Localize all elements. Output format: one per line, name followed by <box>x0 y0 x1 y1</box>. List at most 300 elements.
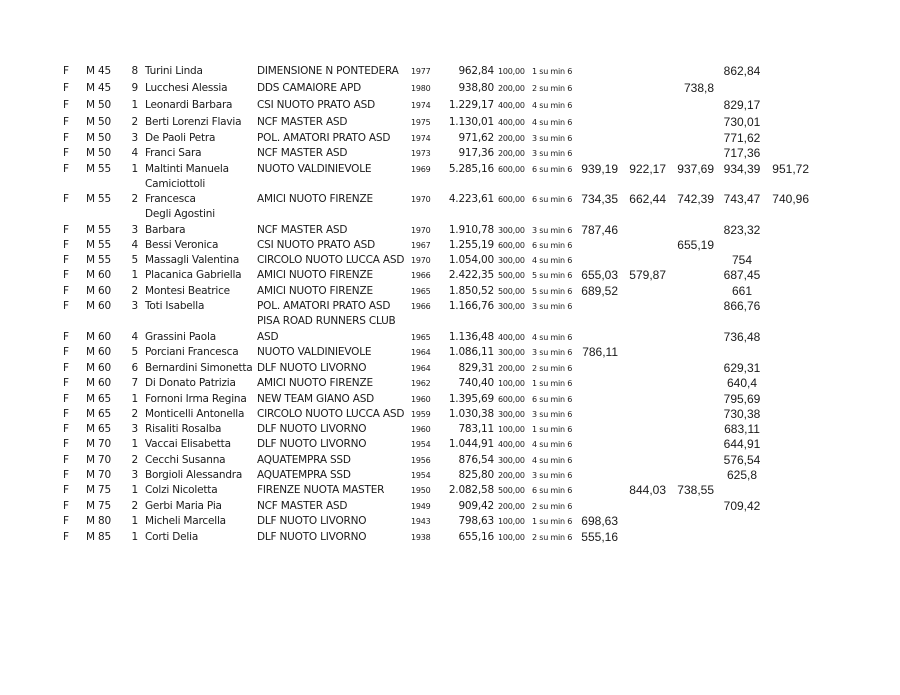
club-cell: DLF NUOTO LIVORNO <box>257 423 367 435</box>
athlete-name-cell: Toti Isabella <box>145 300 205 312</box>
count-cell: 6 su min 6 <box>532 241 573 250</box>
distance-cell: 200,00 <box>498 149 525 158</box>
club-cell: NUOTO VALDINIEVOLE <box>257 163 372 175</box>
athlete-name-cell: Franci Sara <box>145 147 202 159</box>
category-cell: M 50 <box>86 147 111 159</box>
distance-cell: 600,00 <box>498 395 525 404</box>
total-points-cell: 4.223,61 <box>448 193 494 205</box>
score-2-cell: 579,87 <box>629 268 666 282</box>
club-cell: NCF MASTER ASD <box>257 147 348 159</box>
table-row <box>0 237 900 253</box>
club-cell: NCF MASTER ASD <box>257 224 348 236</box>
sex-cell: F <box>63 331 69 343</box>
sex-cell: F <box>63 393 69 405</box>
score-2-cell: 844,03 <box>629 483 666 497</box>
athlete-name-cell: Borgioli Alessandra <box>145 469 243 481</box>
count-cell: 6 su min 6 <box>532 395 573 404</box>
score-4-cell: 730,01 <box>723 115 761 129</box>
birth-year-cell: 1973 <box>411 149 431 158</box>
score-4-cell: 866,76 <box>723 299 761 313</box>
athlete-name-continuation: Degli Agostini <box>145 208 215 220</box>
distance-cell: 100,00 <box>498 517 525 526</box>
distance-cell: 200,00 <box>498 364 525 373</box>
club-cell: CIRCOLO NUOTO LUCCA ASD <box>257 254 405 266</box>
distance-cell: 100,00 <box>498 379 525 388</box>
club-cell: AQUATEMPRA SSD <box>257 454 351 466</box>
rank-cell: 3 <box>131 224 138 236</box>
birth-year-cell: 1954 <box>411 471 431 480</box>
category-cell: M 55 <box>86 193 111 205</box>
rank-cell: 3 <box>131 132 138 144</box>
athlete-name-cell: Micheli Marcella <box>145 515 226 527</box>
category-cell: M 65 <box>86 423 111 435</box>
count-cell: 4 su min 6 <box>532 456 573 465</box>
table-row <box>0 391 900 407</box>
count-cell: 3 su min 6 <box>532 471 573 480</box>
count-cell: 5 su min 6 <box>532 287 573 296</box>
category-cell: M 75 <box>86 500 111 512</box>
score-5-cell: 951,72 <box>772 162 809 176</box>
table-row <box>0 375 900 391</box>
score-4-cell: 640,4 <box>726 376 758 390</box>
score-1-cell: 939,19 <box>581 162 618 176</box>
athlete-name-cell: Monticelli Antonella <box>145 408 245 420</box>
rank-cell: 2 <box>131 454 138 466</box>
category-cell: M 55 <box>86 254 111 266</box>
score-2-cell: 922,17 <box>629 162 666 176</box>
category-cell: M 45 <box>86 82 111 94</box>
athlete-name-cell: Vaccai Elisabetta <box>145 438 231 450</box>
distance-cell: 600,00 <box>498 241 525 250</box>
athlete-name-cell: Bernardini Simonetta <box>145 362 253 374</box>
rank-cell: 7 <box>131 377 138 389</box>
sex-cell: F <box>63 65 69 77</box>
score-1-cell: 734,35 <box>581 192 618 206</box>
birth-year-cell: 1949 <box>411 502 431 511</box>
club-cell: AMICI NUOTO FIRENZE <box>257 193 373 205</box>
athlete-name-cell: Turini Linda <box>145 65 203 77</box>
score-4-cell: 754 <box>731 253 753 267</box>
category-cell: M 60 <box>86 377 111 389</box>
birth-year-cell: 1977 <box>411 67 431 76</box>
score-4-cell: 743,47 <box>723 192 761 206</box>
category-cell: M 60 <box>86 300 111 312</box>
club-cell: DDS CAMAIORE APD <box>257 82 361 94</box>
total-points-cell: 798,63 <box>458 515 494 527</box>
distance-cell: 300,00 <box>498 302 525 311</box>
score-2-cell: 662,44 <box>629 192 666 206</box>
birth-year-cell: 1974 <box>411 101 431 110</box>
score-4-cell: 829,17 <box>723 98 761 112</box>
distance-cell: 100,00 <box>498 67 525 76</box>
birth-year-cell: 1966 <box>411 271 431 280</box>
club-cell: ASD <box>257 331 279 343</box>
club-cell: POL. AMATORI PRATO ASD <box>257 132 391 144</box>
sex-cell: F <box>63 500 69 512</box>
total-points-cell: 1.030,38 <box>448 408 494 420</box>
category-cell: M 70 <box>86 438 111 450</box>
birth-year-cell: 1975 <box>411 118 431 127</box>
sex-cell: F <box>63 515 69 527</box>
total-points-cell: 1.136,48 <box>448 331 494 343</box>
club-cell: AQUATEMPRA SSD <box>257 469 351 481</box>
score-3-cell: 937,69 <box>677 162 714 176</box>
distance-cell: 400,00 <box>498 333 525 342</box>
club-cell: NUOTO VALDINIEVOLE <box>257 346 372 358</box>
club-cell: CIRCOLO NUOTO LUCCA ASD <box>257 408 405 420</box>
distance-cell: 200,00 <box>498 471 525 480</box>
table-row <box>0 421 900 437</box>
score-5-cell: 740,96 <box>772 192 809 206</box>
table-row <box>0 360 900 376</box>
count-cell: 3 su min 6 <box>532 410 573 419</box>
athlete-name-cell: Bessi Veronica <box>145 239 219 251</box>
category-cell: M 55 <box>86 224 111 236</box>
rank-cell: 1 <box>131 438 138 450</box>
category-cell: M 60 <box>86 269 111 281</box>
birth-year-cell: 1938 <box>411 533 431 542</box>
table-row <box>0 344 900 360</box>
birth-year-cell: 1956 <box>411 456 431 465</box>
table-row <box>0 436 900 452</box>
category-cell: M 50 <box>86 132 111 144</box>
sex-cell: F <box>63 239 69 251</box>
table-row <box>0 267 900 283</box>
table-row <box>0 114 900 130</box>
count-cell: 3 su min 6 <box>532 302 573 311</box>
count-cell: 2 su min 6 <box>532 364 573 373</box>
total-points-cell: 938,80 <box>458 82 494 94</box>
rank-cell: 8 <box>131 65 138 77</box>
club-cell: NCF MASTER ASD <box>257 116 348 128</box>
birth-year-cell: 1950 <box>411 486 431 495</box>
athlete-name-cell: De Paoli Petra <box>145 132 216 144</box>
rank-cell: 2 <box>131 500 138 512</box>
sex-cell: F <box>63 269 69 281</box>
category-cell: M 55 <box>86 239 111 251</box>
table-row <box>0 513 900 529</box>
count-cell: 1 su min 6 <box>532 379 573 388</box>
total-points-cell: 825,80 <box>458 469 494 481</box>
birth-year-cell: 1970 <box>411 226 431 235</box>
club-cell: DLF NUOTO LIVORNO <box>257 362 367 374</box>
total-points-cell: 1.910,78 <box>448 224 494 236</box>
distance-cell: 300,00 <box>498 226 525 235</box>
table-row <box>0 283 900 299</box>
birth-year-cell: 1967 <box>411 241 431 250</box>
athlete-name-cell: Montesi Beatrice <box>145 285 230 297</box>
score-4-cell: 717,36 <box>723 146 761 160</box>
rank-cell: 4 <box>131 239 138 251</box>
score-4-cell: 576,54 <box>723 453 761 467</box>
sex-cell: F <box>63 300 69 312</box>
athlete-name-cell: Cecchi Susanna <box>145 454 226 466</box>
club-cell-first-line: PISA ROAD RUNNERS CLUB <box>257 315 396 327</box>
count-cell: 4 su min 6 <box>532 256 573 265</box>
athlete-name-cell: Risaliti Rosalba <box>145 423 222 435</box>
count-cell: 4 su min 6 <box>532 118 573 127</box>
category-cell: M 60 <box>86 331 111 343</box>
distance-cell: 200,00 <box>498 502 525 511</box>
total-points-cell: 1.166,76 <box>448 300 494 312</box>
club-cell: NEW TEAM GIANO ASD <box>257 393 375 405</box>
sex-cell: F <box>63 484 69 496</box>
sex-cell: F <box>63 116 69 128</box>
score-1-cell: 689,52 <box>581 284 618 298</box>
rank-cell: 9 <box>131 82 138 94</box>
sex-cell: F <box>63 82 69 94</box>
sex-cell: F <box>63 254 69 266</box>
rank-cell: 3 <box>131 300 138 312</box>
birth-year-cell: 1960 <box>411 425 431 434</box>
distance-cell: 300,00 <box>498 456 525 465</box>
total-points-cell: 740,40 <box>458 377 494 389</box>
sex-cell: F <box>63 377 69 389</box>
score-4-cell: 661 <box>731 284 753 298</box>
birth-year-cell: 1970 <box>411 256 431 265</box>
distance-cell: 200,00 <box>498 84 525 93</box>
rank-cell: 3 <box>131 423 138 435</box>
score-4-cell: 771,62 <box>723 131 761 145</box>
rank-cell: 4 <box>131 331 138 343</box>
total-points-cell: 5.285,16 <box>448 163 494 175</box>
table-row <box>0 191 900 220</box>
score-3-cell: 742,39 <box>677 192 714 206</box>
athlete-name-cell: Barbara <box>145 224 186 236</box>
distance-cell: 600,00 <box>498 165 525 174</box>
table-row <box>0 482 900 498</box>
category-cell: M 85 <box>86 531 111 543</box>
birth-year-cell: 1959 <box>411 410 431 419</box>
category-cell: M 65 <box>86 408 111 420</box>
count-cell: 5 su min 6 <box>532 271 573 280</box>
score-4-cell: 934,39 <box>723 162 761 176</box>
score-4-cell: 625,8 <box>726 468 758 482</box>
birth-year-cell: 1965 <box>411 287 431 296</box>
athlete-name-cell: Maltinti Manuela <box>145 163 229 175</box>
score-4-cell: 736,48 <box>723 330 761 344</box>
count-cell: 1 su min 6 <box>532 67 573 76</box>
sex-cell: F <box>63 438 69 450</box>
club-cell: AMICI NUOTO FIRENZE <box>257 269 373 281</box>
count-cell: 2 su min 6 <box>532 502 573 511</box>
distance-cell: 400,00 <box>498 101 525 110</box>
athlete-name-cell: Grassini Paola <box>145 331 216 343</box>
birth-year-cell: 1969 <box>411 165 431 174</box>
athlete-name-cell: Leonardi Barbara <box>145 99 233 111</box>
score-1-cell: 655,03 <box>581 268 618 282</box>
sex-cell: F <box>63 224 69 236</box>
club-cell: FIRENZE NUOTA MASTER <box>257 484 385 496</box>
category-cell: M 75 <box>86 484 111 496</box>
rank-cell: 1 <box>131 393 138 405</box>
club-cell: DLF NUOTO LIVORNO <box>257 438 367 450</box>
total-points-cell: 917,36 <box>458 147 494 159</box>
table-row <box>0 498 900 514</box>
rank-cell: 1 <box>131 99 138 111</box>
count-cell: 2 su min 6 <box>532 84 573 93</box>
table-row <box>0 161 900 190</box>
rank-cell: 3 <box>131 469 138 481</box>
total-points-cell: 971,62 <box>458 132 494 144</box>
rank-cell: 5 <box>131 254 138 266</box>
table-row <box>0 97 900 113</box>
distance-cell: 400,00 <box>498 440 525 449</box>
club-cell: DIMENSIONE N PONTEDERA <box>257 65 399 77</box>
count-cell: 4 su min 6 <box>532 333 573 342</box>
athlete-name-cell: Berti Lorenzi Flavia <box>145 116 242 128</box>
rank-cell: 2 <box>131 408 138 420</box>
club-cell: NCF MASTER ASD <box>257 500 348 512</box>
score-4-cell: 823,32 <box>723 223 761 237</box>
total-points-cell: 829,31 <box>458 362 494 374</box>
category-cell: M 50 <box>86 99 111 111</box>
table-row <box>0 529 900 545</box>
total-points-cell: 909,42 <box>458 500 494 512</box>
score-4-cell: 683,11 <box>724 422 760 436</box>
category-cell: M 55 <box>86 163 111 175</box>
count-cell: 6 su min 6 <box>532 195 573 204</box>
category-cell: M 60 <box>86 285 111 297</box>
distance-cell: 100,00 <box>498 533 525 542</box>
rank-cell: 2 <box>131 116 138 128</box>
sex-cell: F <box>63 362 69 374</box>
distance-cell: 300,00 <box>498 256 525 265</box>
count-cell: 1 su min 6 <box>532 425 573 434</box>
total-points-cell: 1.054,00 <box>448 254 494 266</box>
count-cell: 1 su min 6 <box>532 517 573 526</box>
sex-cell: F <box>63 132 69 144</box>
club-cell: DLF NUOTO LIVORNO <box>257 531 367 543</box>
sex-cell: F <box>63 193 69 205</box>
birth-year-cell: 1966 <box>411 302 431 311</box>
athlete-name-cell: Fornoni Irma Regina <box>145 393 247 405</box>
total-points-cell: 1.395,69 <box>448 393 494 405</box>
club-cell: DLF NUOTO LIVORNO <box>257 515 367 527</box>
rank-cell: 6 <box>131 362 138 374</box>
total-points-cell: 876,54 <box>458 454 494 466</box>
score-1-cell: 787,46 <box>581 223 618 237</box>
total-points-cell: 1.255,19 <box>448 239 494 251</box>
category-cell: M 65 <box>86 393 111 405</box>
count-cell: 3 su min 6 <box>532 348 573 357</box>
birth-year-cell: 1965 <box>411 333 431 342</box>
score-3-cell: 738,8 <box>683 81 714 95</box>
sex-cell: F <box>63 163 69 175</box>
score-1-cell: 555,16 <box>581 530 618 544</box>
category-cell: M 50 <box>86 116 111 128</box>
athlete-name-cell: Placanica Gabriella <box>145 269 242 281</box>
score-3-cell: 655,19 <box>677 238 714 252</box>
table-row <box>0 63 900 79</box>
distance-cell: 500,00 <box>498 287 525 296</box>
score-4-cell: 730,38 <box>723 407 761 421</box>
category-cell: M 70 <box>86 469 111 481</box>
total-points-cell: 1.130,01 <box>448 116 494 128</box>
category-cell: M 80 <box>86 515 111 527</box>
sex-cell: F <box>63 423 69 435</box>
count-cell: 4 su min 6 <box>532 101 573 110</box>
total-points-cell: 2.082,58 <box>448 484 494 496</box>
distance-cell: 100,00 <box>498 425 525 434</box>
total-points-cell: 962,84 <box>458 65 494 77</box>
distance-cell: 300,00 <box>498 410 525 419</box>
rank-cell: 1 <box>131 163 138 175</box>
rank-cell: 4 <box>131 147 138 159</box>
athlete-name-cell: Gerbi Maria Pia <box>145 500 222 512</box>
distance-cell: 300,00 <box>498 348 525 357</box>
sex-cell: F <box>63 285 69 297</box>
sex-cell: F <box>63 469 69 481</box>
table-row <box>0 222 900 238</box>
score-4-cell: 629,31 <box>723 361 761 375</box>
count-cell: 3 su min 6 <box>532 134 573 143</box>
rank-cell: 1 <box>131 269 138 281</box>
total-points-cell: 1.044,91 <box>448 438 494 450</box>
table-row <box>0 452 900 468</box>
distance-cell: 400,00 <box>498 118 525 127</box>
birth-year-cell: 1964 <box>411 348 431 357</box>
score-1-cell: 786,11 <box>582 345 618 359</box>
score-4-cell: 795,69 <box>723 392 761 406</box>
score-4-cell: 709,42 <box>723 499 761 513</box>
sex-cell: F <box>63 99 69 111</box>
table-row <box>0 145 900 161</box>
total-points-cell: 2.422,35 <box>448 269 494 281</box>
total-points-cell: 1.850,52 <box>448 285 494 297</box>
table-row <box>0 298 900 314</box>
club-cell: POL. AMATORI PRATO ASD <box>257 300 391 312</box>
table-row <box>0 315 900 345</box>
total-points-cell: 1.229,17 <box>448 99 494 111</box>
rank-cell: 1 <box>131 531 138 543</box>
birth-year-cell: 1960 <box>411 395 431 404</box>
table-row <box>0 467 900 483</box>
rank-cell: 1 <box>131 484 138 496</box>
athlete-name-cell: Di Donato Patrizia <box>145 377 236 389</box>
table-row <box>0 80 900 96</box>
rank-cell: 2 <box>131 285 138 297</box>
club-cell: CSI NUOTO PRATO ASD <box>257 99 375 111</box>
count-cell: 6 su min 6 <box>532 165 573 174</box>
table-row <box>0 252 900 268</box>
sex-cell: F <box>63 408 69 420</box>
birth-year-cell: 1974 <box>411 134 431 143</box>
sex-cell: F <box>63 147 69 159</box>
category-cell: M 70 <box>86 454 111 466</box>
club-cell: AMICI NUOTO FIRENZE <box>257 285 373 297</box>
birth-year-cell: 1964 <box>411 364 431 373</box>
total-points-cell: 783,11 <box>458 423 494 435</box>
athlete-name-cell: Lucchesi Alessia <box>145 82 228 94</box>
count-cell: 2 su min 6 <box>532 533 573 542</box>
athlete-name-cell: Porciani Francesca <box>145 346 239 358</box>
distance-cell: 500,00 <box>498 486 525 495</box>
birth-year-cell: 1980 <box>411 84 431 93</box>
table-row <box>0 406 900 422</box>
count-cell: 3 su min 6 <box>532 226 573 235</box>
score-1-cell: 698,63 <box>581 514 618 528</box>
score-4-cell: 862,84 <box>723 64 761 78</box>
club-cell: AMICI NUOTO FIRENZE <box>257 377 373 389</box>
score-4-cell: 687,45 <box>723 268 761 282</box>
total-points-cell: 1.086,11 <box>448 346 494 358</box>
birth-year-cell: 1970 <box>411 195 431 204</box>
rank-cell: 5 <box>131 346 138 358</box>
athlete-name-cell: Francesca <box>145 193 196 205</box>
total-points-cell: 655,16 <box>458 531 494 543</box>
sex-cell: F <box>63 531 69 543</box>
